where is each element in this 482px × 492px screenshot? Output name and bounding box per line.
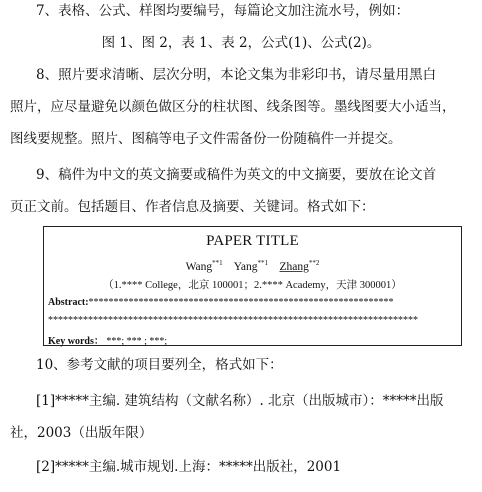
author-3-sup: **2: [308, 259, 320, 267]
item-7-text: 7、表格、公式、样图均要编号，每篇论文加注流水号，例如：: [36, 3, 410, 19]
item-10-text: 10、参考文献的项目要列全，格式如下：: [36, 357, 283, 373]
item-9-text-line-1: 9、稿件为中文的英文摘要或稿件为英文的中文摘要，要放在论文首: [36, 167, 437, 183]
keywords-value: ***; *** ; ***;: [103, 336, 168, 347]
item-8-text-line-2: 照片，应尽量避免以颜色做区分的柱状图、线条图等。墨线图要大小适当，: [10, 99, 456, 115]
sample-keywords: [48, 332, 167, 347]
abstract-label: Abstract:: [48, 297, 89, 308]
item-8-text-line-1: 8、照片要求清晰、层次分明，本论文集为非彩印书，请尽量用黑白: [36, 67, 437, 83]
abstract-text-1: *************************************************************: [88, 297, 394, 308]
keywords-label: Key words：: [48, 336, 104, 347]
author-2-sup: **1: [257, 259, 268, 267]
reference-1-line-1: [1]*****主编. 建筑结构（文献名称）. 北京（出版城市）：*****出版: [36, 393, 444, 409]
sample-abstract-line-2: **************************************************************************: [48, 315, 418, 326]
author-2-name: Yang: [233, 260, 258, 273]
reference-1-line-2: 社，2003（出版年限）: [10, 425, 153, 441]
author-3-name: Zhang: [279, 260, 309, 273]
author-1-name: Wang: [185, 260, 213, 273]
reference-2: [2]*****主编.城市规划.上海：*****出版社，2001: [36, 459, 342, 475]
sample-paper-title: PAPER TITLE: [206, 233, 299, 249]
author-1-sup: **1: [212, 259, 223, 267]
item-9-text-line-2: 页正文前。包括题目、作者信息及摘要、关键词。格式如下：: [10, 199, 375, 215]
sample-authors: [44, 259, 461, 273]
sample-affiliation: （1.**** College，北京 100001；2.**** Academy，天津 300001）: [103, 280, 402, 291]
item-7-example: 图 1、图 2，表 1、表 2，公式(1)、公式(2)。: [101, 35, 381, 51]
item-8-text-line-3: 图线要规整。照片、图稿等电子文件需备份一份随稿件一并提交。: [10, 131, 402, 147]
sample-abstract-box: [43, 226, 462, 346]
sample-abstract-line-1: [48, 297, 459, 308]
